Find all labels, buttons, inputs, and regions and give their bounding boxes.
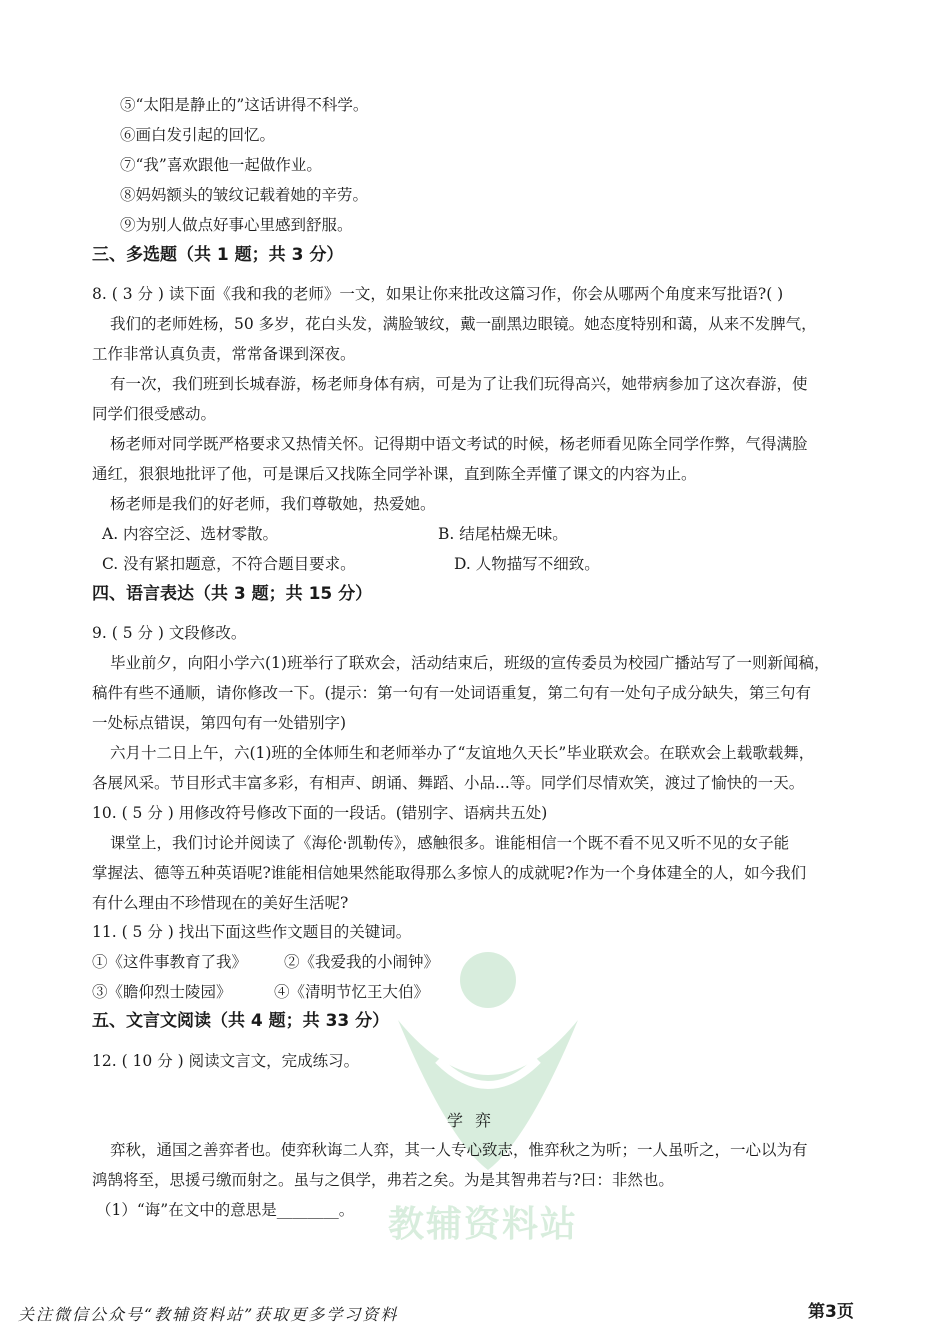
passage-line: 同学们很受感动。 bbox=[92, 405, 217, 423]
list-item: ⑨为别人做点好事心里感到舒服。 bbox=[120, 216, 353, 234]
list-item: ⑧妈妈额头的皱纹记载着她的辛劳。 bbox=[120, 186, 369, 204]
question-10-stem: 10. ( 5 分 ) 用修改符号修改下面的一段话。(错别字、语病共五处) bbox=[92, 804, 548, 822]
passage-line: 我们的老师姓杨，50 多岁，花白头发，满脸皱纹，戴一副黑边眼镜。她态度特别和蔼，从来不发脾气， bbox=[110, 315, 817, 333]
sub-question-1: （1）“诲”在文中的意思是________。 bbox=[96, 1201, 355, 1219]
passage-line: 鸿鹄将至，思援弓缴而射之。虽与之俱学，弗若之矣。为是其智弗若与?曰：非然也。 bbox=[92, 1171, 674, 1189]
passage-line: 课堂上，我们讨论并阅读了《海伦·凯勒传》，感触很多。谁能相信一个既不看不见又听不见的女子能 bbox=[110, 834, 790, 852]
essay-title-1: ①《这件事教育了我》 bbox=[92, 953, 248, 971]
section-heading-multiple-choice: 三、多选题（共 1 题；共 3 分） bbox=[92, 245, 344, 265]
footer-promo-text: 关注微信公众号“教辅资料站”获取更多学习资料 bbox=[18, 1305, 399, 1324]
passage-line: 毕业前夕，向阳小学六(1)班举行了联欢会，活动结束后，班级的宣传委员为校园广播站写了一则新闻稿， bbox=[110, 654, 830, 672]
question-8-stem: 8. ( 3 分 ) 读下面《我和我的老师》一文，如果让你来批改这篇习作，你会从哪两个角度来写批语?( ) bbox=[92, 285, 784, 303]
option-a[interactable]: A. 内容空泛、选材零散。 bbox=[102, 525, 279, 543]
passage-line: 稿件有些不通顺，请你修改一下。(提示：第一句有一处词语重复，第二句有一处句子成分缺失，第三句有 bbox=[92, 684, 812, 702]
watermark-text: 教辅资料站 bbox=[388, 1204, 579, 1245]
option-b[interactable]: B. 结尾枯燥无味。 bbox=[438, 525, 568, 543]
passage-line: 工作非常认真负责，常常备课到深夜。 bbox=[92, 345, 356, 363]
page-number: 第3页 bbox=[808, 1302, 854, 1322]
passage-line: 杨老师是我们的好老师，我们尊敬她，热爱她。 bbox=[110, 495, 436, 513]
passage-line: 掌握法、德等五种英语呢?谁能相信她果然能取得那么多惊人的成就呢?作为一个身体建全的人，如今我们 bbox=[92, 864, 807, 882]
passage-line: 杨老师对同学既严格要求又热情关怀。记得期中语文考试的时候，杨老师看见陈全同学作弊，气得满脸 bbox=[110, 435, 808, 453]
passage-line: 一处标点错误，第四句有一处错别字) bbox=[92, 714, 347, 732]
essay-title-4: ④《清明节忆王大伯》 bbox=[274, 983, 430, 1001]
section-heading-classical-reading: 五、文言文阅读（共 4 题；共 33 分） bbox=[92, 1011, 390, 1031]
option-d[interactable]: D. 人物描写不细致。 bbox=[454, 555, 600, 573]
question-12-stem: 12. ( 10 分 ) 阅读文言文，完成练习。 bbox=[92, 1052, 360, 1070]
passage-line: 六月十二日上午，六(1)班的全体师生和老师举办了“友谊地久天长”毕业联欢会。在联欢会上载歌载舞， bbox=[110, 744, 815, 762]
passage-line: 各展风采。节目形式丰富多彩，有相声、朗诵、舞蹈、小品...等。同学们尽情欢笑，渡过了愉快的一天。 bbox=[92, 774, 805, 792]
list-item: ⑤“太阳是静止的”这话讲得不科学。 bbox=[120, 96, 369, 114]
question-11-stem: 11. ( 5 分 ) 找出下面这些作文题目的关键词。 bbox=[92, 923, 412, 941]
section-heading-language-expression: 四、语言表达（共 3 题；共 15 分） bbox=[92, 584, 373, 604]
passage-title: 学弈 bbox=[446, 1111, 503, 1130]
passage-line: 弈秋，通国之善弈者也。使弈秋诲二人弈，其一人专心致志，惟弈秋之为听；一人虽听之，一心以为有 bbox=[110, 1141, 808, 1159]
passage-line: 有一次，我们班到长城春游，杨老师身体有病，可是为了让我们玩得高兴，她带病参加了这次春游，使 bbox=[110, 375, 808, 393]
passage-line: 通红，狠狠地批评了他，可是课后又找陈全同学补课，直到陈全弄懂了课文的内容为止。 bbox=[92, 465, 697, 483]
option-c[interactable]: C. 没有紧扣题意，不符合题目要求。 bbox=[102, 555, 356, 573]
essay-title-3: ③《瞻仰烈士陵园》 bbox=[92, 983, 232, 1001]
question-9-stem: 9. ( 5 分 ) 文段修改。 bbox=[92, 624, 247, 642]
passage-line: 有什么理由不珍惜现在的美好生活呢? bbox=[92, 894, 349, 912]
list-item: ⑥画白发引起的回忆。 bbox=[120, 126, 276, 144]
list-item: ⑦“我”喜欢跟他一起做作业。 bbox=[120, 156, 322, 174]
essay-title-2: ②《我爱我的小闹钟》 bbox=[284, 953, 440, 971]
